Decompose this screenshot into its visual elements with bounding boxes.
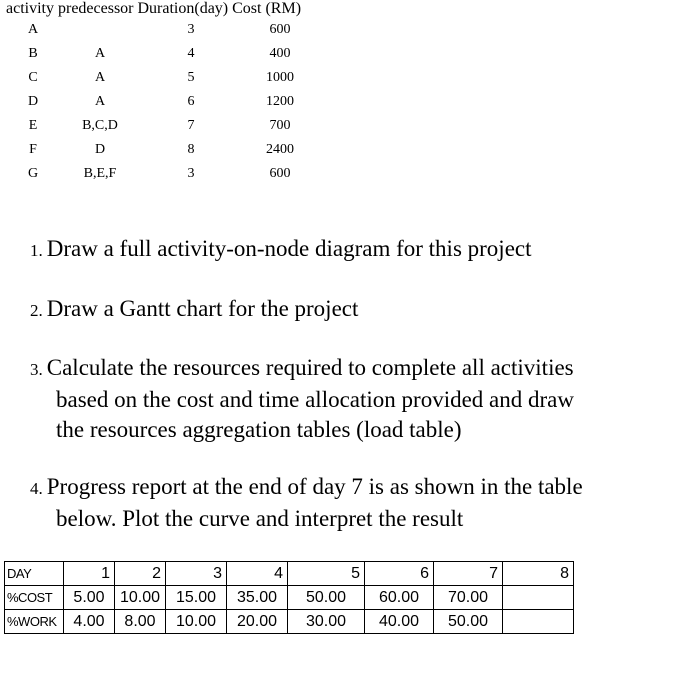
question-4 (30, 472, 670, 534)
activity-cost: 400 (269, 46, 291, 61)
row-label: %WORK (5, 610, 64, 634)
table-cell: 70.00 (434, 586, 503, 610)
activity-cost: 2400 (266, 142, 294, 157)
question-2 (30, 294, 670, 326)
table-cell: 20.00 (227, 610, 288, 634)
table-cell: 10.00 (115, 586, 166, 610)
activity-predecessor: B,C,D (82, 118, 118, 133)
activity-cost: 600 (269, 22, 291, 37)
activity-predecessor: A (94, 94, 106, 109)
table-cell: 10.00 (166, 610, 227, 634)
activity-predecessor: A (94, 70, 106, 85)
activity-duration: 4 (187, 46, 195, 61)
table-cell: 8 (503, 562, 574, 586)
row-label: %COST (5, 586, 64, 610)
activity-duration: 8 (187, 142, 195, 157)
activity-activity: G (27, 166, 39, 181)
activity-row (0, 46, 340, 68)
activity-row (0, 118, 340, 140)
activity-duration: 6 (187, 94, 195, 109)
question-text: based on the cost and time allocation provided and draw (56, 387, 574, 412)
activity-activity: D (27, 94, 39, 109)
activity-row (0, 94, 340, 116)
question-text: Progress report at the end of day 7 is as shown in the table (46, 474, 583, 499)
question-number: 4. (30, 479, 43, 498)
activity-row (0, 22, 340, 44)
table-cell: 2 (115, 562, 166, 586)
activity-predecessor: A (94, 46, 106, 61)
row-label: DAY (5, 562, 64, 586)
question-text: Draw a Gantt chart for the project (46, 296, 359, 321)
table-cell (503, 586, 574, 610)
table-cell: 50.00 (434, 610, 503, 634)
table-cell: 4.00 (64, 610, 115, 634)
activity-cost: 600 (269, 166, 291, 181)
question-number: 3. (30, 360, 43, 379)
question-3 (30, 353, 670, 445)
activity-activity: C (28, 70, 38, 85)
progress-table (4, 561, 574, 634)
activity-row (0, 70, 340, 92)
table-cell: 30.00 (288, 610, 365, 634)
table-cell: 6 (365, 562, 434, 586)
table-cell: 7 (434, 562, 503, 586)
activity-cost: 1200 (266, 94, 294, 109)
table-cell: 4 (227, 562, 288, 586)
activity-activity: A (27, 22, 39, 37)
activity-predecessor: D (94, 142, 106, 157)
question-text: Calculate the resources required to complete all activities (46, 355, 574, 380)
question-text: below. Plot the curve and interpret the result (56, 506, 464, 531)
table-cell: 15.00 (166, 586, 227, 610)
question-1 (30, 234, 670, 266)
activity-duration: 3 (187, 166, 195, 181)
activity-row (0, 142, 340, 164)
progress-row-cost (5, 586, 574, 610)
table-cell: 50.00 (288, 586, 365, 610)
question-number: 1. (30, 241, 43, 260)
table-cell: 40.00 (365, 610, 434, 634)
activity-table-header: activity predecessor Duration(day) Cost (RM) (6, 0, 302, 17)
question-text: the resources aggregation tables (load table) (56, 417, 462, 442)
activity-predecessor: B,E,F (83, 166, 117, 181)
progress-row-work (5, 610, 574, 634)
progress-row-day (5, 562, 574, 586)
activity-cost: 700 (269, 118, 291, 133)
activity-activity: B (28, 46, 38, 61)
table-cell: 5.00 (64, 586, 115, 610)
question-text: Draw a full activity-on-node diagram for this project (46, 236, 532, 261)
table-cell: 35.00 (227, 586, 288, 610)
activity-cost: 1000 (266, 70, 294, 85)
activity-row (0, 166, 340, 188)
activity-duration: 5 (187, 70, 195, 85)
table-cell: 5 (288, 562, 365, 586)
table-cell (503, 610, 574, 634)
activity-duration: 7 (187, 118, 195, 133)
activity-activity: E (28, 118, 38, 133)
table-cell: 3 (166, 562, 227, 586)
activity-activity: F (29, 142, 37, 157)
table-cell: 1 (64, 562, 115, 586)
question-number: 2. (30, 301, 43, 320)
table-cell: 60.00 (365, 586, 434, 610)
activity-duration: 3 (187, 22, 195, 37)
table-cell: 8.00 (115, 610, 166, 634)
